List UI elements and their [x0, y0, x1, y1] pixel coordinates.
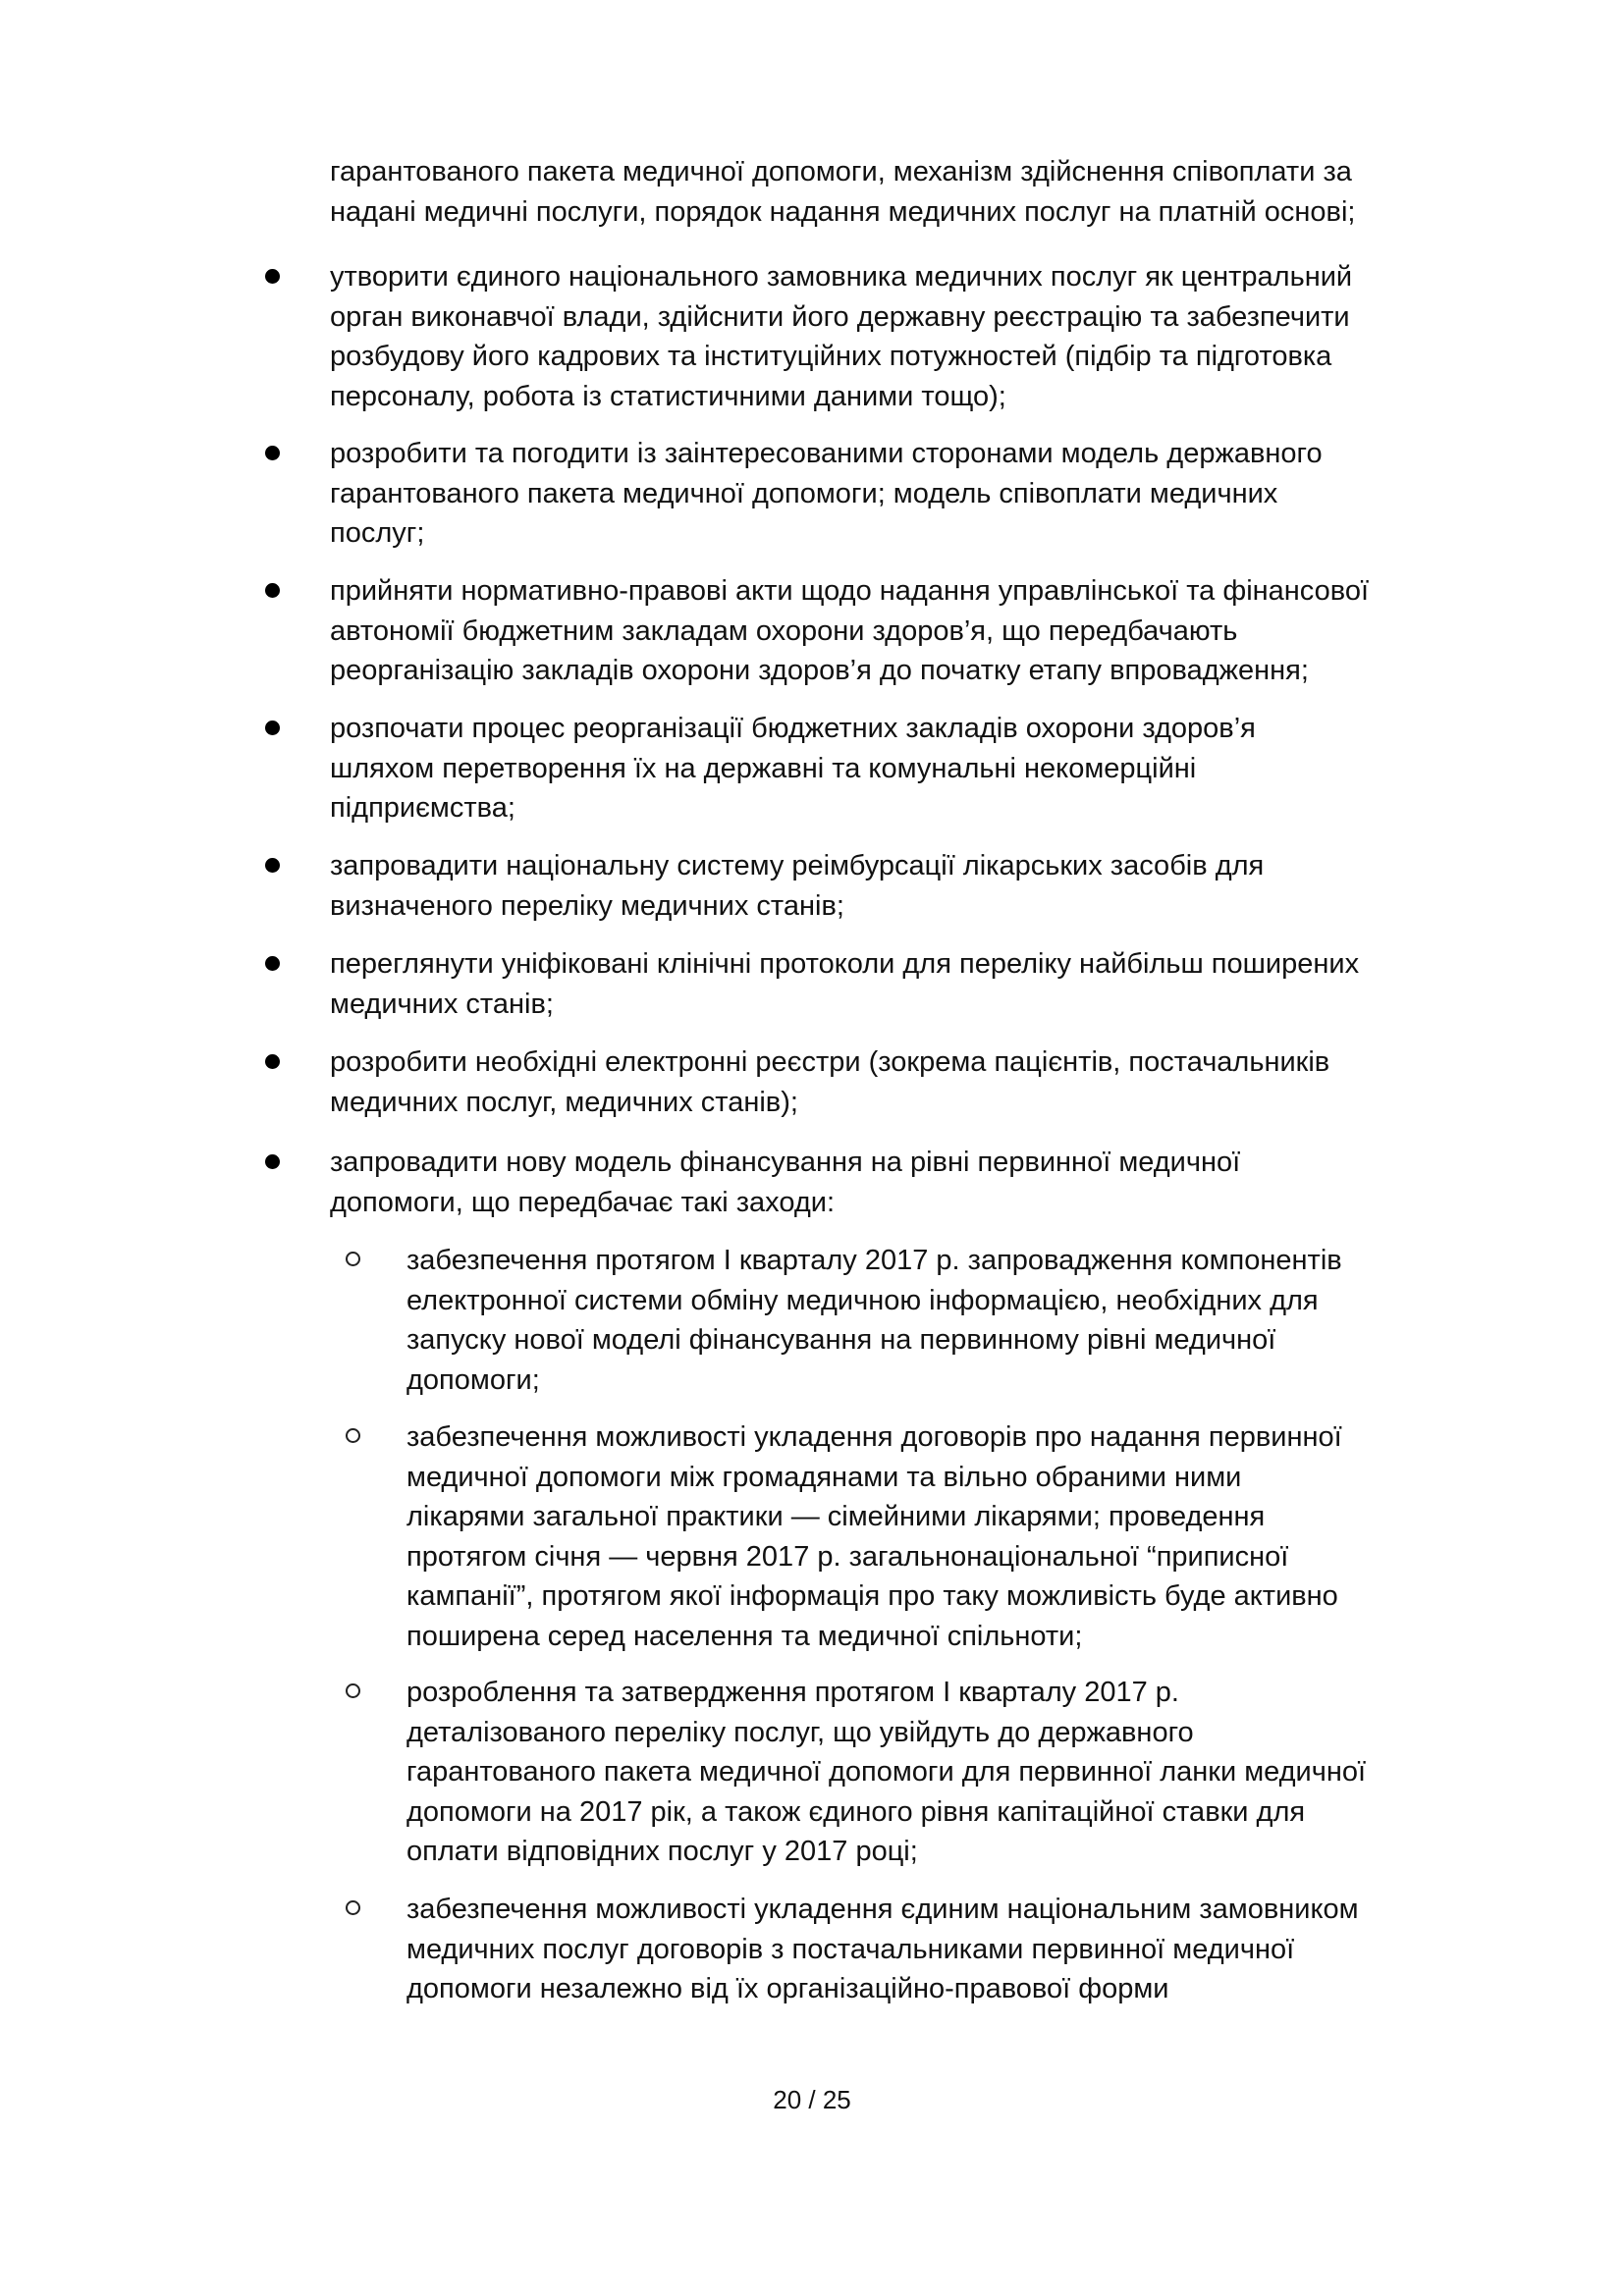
- text-line: оплати відповідних послуг у 2017 році;: [406, 1836, 918, 1867]
- bullet-icon: [265, 721, 280, 735]
- text-line: гарантованого пакета медичної допомоги; модель співоплати медичних: [330, 477, 1278, 509]
- circle-bullet-icon: [346, 1900, 360, 1915]
- text-line: запровадити нову модель фінансування на рівні первинної медичної: [330, 1147, 1241, 1178]
- text-line: переглянути уніфіковані клінічні протоколи для переліку найбільш поширених: [330, 948, 1360, 980]
- text-line: розробити необхідні електронні реєстри (зокрема пацієнтів, постачальників: [330, 1046, 1330, 1078]
- text-line: допомоги;: [406, 1363, 540, 1396]
- text-line: автономії бюджетним закладам охорони здоров’я, що передбачають: [330, 614, 1238, 647]
- text-line: лікарями загальної практики — сімейними лікарями; проведення: [406, 1501, 1266, 1532]
- text-line: кампанії”, протягом якої інформація про таку можливість буде активно: [406, 1580, 1338, 1612]
- text-line: допомоги, що передбачає такі заходи:: [330, 1186, 835, 1218]
- bullet-icon: [265, 583, 280, 598]
- circle-bullet-icon: [346, 1252, 360, 1266]
- bullet-icon: [265, 446, 280, 460]
- bullet-icon: [265, 1054, 280, 1069]
- text-line: реорганізацію закладів охорони здоров’я до початку етапу впровадження;: [330, 655, 1309, 686]
- text-line: гарантованого пакета медичної допомоги, механізм здійснення співоплати за: [330, 156, 1352, 187]
- text-line: забезпечення можливості укладення єдиним національним замовником: [406, 1894, 1359, 1925]
- text-line: визначеного переліку медичних станів;: [330, 889, 844, 922]
- circle-bullet-icon: [346, 1683, 360, 1698]
- text-line: поширена серед населення та медичної спільноти;: [406, 1620, 1083, 1652]
- bullet-icon: [265, 269, 280, 284]
- text-line: протягом січня — червня 2017 р. загальнонаціональної “приписної: [406, 1540, 1289, 1573]
- text-line: допомоги незалежно від їх організаційно-правової форми: [406, 1973, 1169, 2004]
- text-line: шляхом перетворення їх на державні та комунальні некомерційні: [330, 752, 1197, 784]
- bullet-icon: [265, 858, 280, 873]
- text-line: прийняти нормативно-правові акти щодо надання управлінської та фінансової: [330, 575, 1370, 607]
- text-line: медичних станів;: [330, 988, 554, 1020]
- text-line: забезпечення протягом І кварталу 2017 р. запровадження компонентів: [406, 1245, 1342, 1276]
- text-line: гарантованого пакета медичної допомоги для первинної ланки медичної: [406, 1756, 1367, 1788]
- text-line: послуг;: [330, 517, 425, 549]
- continuation-paragraph: [330, 152, 1449, 232]
- text-line: забезпечення можливості укладення договорів про надання первинної: [406, 1421, 1342, 1453]
- bullet-icon: [265, 956, 280, 971]
- text-line: персоналу, робота із статистичними даними тощо);: [330, 380, 1006, 412]
- text-line: медичної допомоги між громадянами та вільно обраними ними: [406, 1461, 1242, 1493]
- text-line: розпочати процес реорганізації бюджетних закладів охорони здоров’я: [330, 713, 1256, 744]
- text-line: розробити та погодити із заінтересованими сторонами модель державного: [330, 438, 1323, 469]
- text-line: підприємства;: [330, 792, 515, 824]
- text-line: запуску нової моделі фінансування на первинному рівні медичної: [406, 1324, 1276, 1356]
- circle-bullet-icon: [346, 1428, 360, 1443]
- text-line: електронної системи обміну медичною інформацією, необхідних для: [406, 1284, 1319, 1316]
- text-line: запровадити національну систему реімбурсації лікарських засобів для: [330, 850, 1265, 881]
- text-line: деталізованого переліку послуг, що увійдуть до державного: [406, 1716, 1194, 1748]
- text-line: розроблення та затвердження протягом І кварталу 2017 р.: [406, 1677, 1179, 1708]
- page-number: 20 / 25: [773, 2085, 851, 2114]
- text-line: надані медичні послуги, порядок надання медичних послуг на платній основі;: [330, 195, 1356, 228]
- text-line: допомоги на 2017 рік, а також єдиного рівня капітаційної ставки для: [406, 1795, 1306, 1828]
- text-line: розбудову його кадрових та інституційних потужностей (підбір та підготовка: [330, 341, 1332, 372]
- bullet-icon: [265, 1154, 280, 1169]
- text-line: медичних послуг договорів з постачальниками первинної медичної: [406, 1933, 1295, 1965]
- text-line: медичних послуг, медичних станів);: [330, 1086, 798, 1118]
- text-line: утворити єдиного національного замовника медичних послуг як центральний: [330, 261, 1353, 293]
- text-line: орган виконавчої влади, здійснити його державну реєстрацію та забезпечити: [330, 300, 1350, 333]
